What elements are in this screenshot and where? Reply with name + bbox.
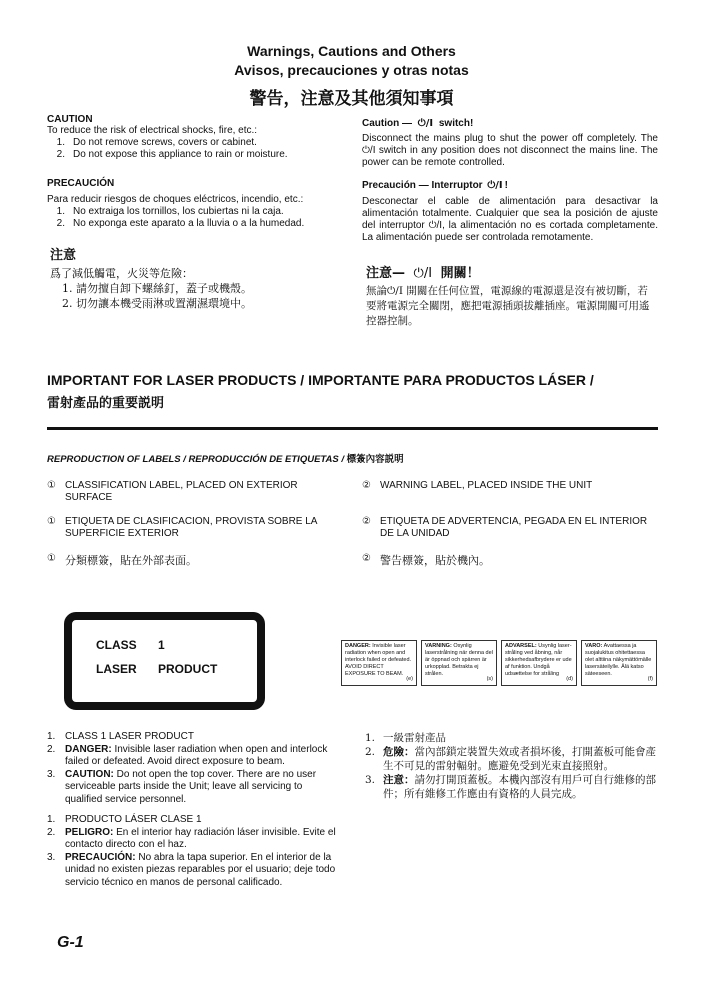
item-text: PRODUCTO LÁSER CLASE 1 bbox=[65, 814, 202, 825]
section-divider bbox=[47, 427, 658, 430]
circled-one-icon: ① bbox=[47, 553, 56, 564]
warn-box-tag: (d) bbox=[566, 676, 573, 682]
caution-switch-heading-pre: Caution — bbox=[362, 118, 412, 129]
item-bold: PRECAUCIÓN: bbox=[65, 851, 136, 863]
label1-es-text: ETIQUETA DE CLASIFICACION, PROVISTA SOBRE LA SUPERFICIE EXTERIOR bbox=[65, 516, 317, 539]
label1-en-text: CLASSIFICATION LABEL, PLACED ON EXTERIOR SURFACE bbox=[65, 480, 298, 503]
label1-cn bbox=[47, 553, 342, 568]
item-number: 3. bbox=[47, 768, 56, 780]
power-switch-icon: ⏻/I bbox=[487, 180, 503, 191]
item-number: 2. bbox=[365, 746, 376, 758]
precaucion-switch-heading-pre: Precaución — Interruptor bbox=[362, 180, 483, 191]
warn-box-tag: (e) bbox=[406, 676, 413, 682]
item-text: 請勿打開頂蓋板。本機內部沒有用戶可自行維修的部件；所有維修工作應由有資格的人員完成。 bbox=[383, 774, 656, 800]
laser-product-text bbox=[96, 662, 217, 676]
item-bold: PELIGRO: bbox=[65, 826, 114, 838]
caution-section-en: CAUTION To reduce the risk of electrical shocks, fire, etc.: 1. Do not remove screws, covers or cabinet. 2. Do not expose this appliance to rain or moisture. bbox=[47, 114, 337, 161]
item-number: 2. bbox=[47, 826, 56, 838]
warning-box-danish bbox=[501, 640, 577, 686]
label2-cn bbox=[362, 553, 652, 568]
list-item bbox=[47, 769, 342, 807]
warn-box-tag: (s) bbox=[486, 676, 493, 682]
title-spanish: Avisos, precauciones y otras notas bbox=[234, 62, 469, 78]
warn-box-text: Usynlig laser-stråling ved åbning, når sikkerhedsafbrydere er ude af funktion. Undgå udsættelse for stråling bbox=[505, 643, 572, 677]
item-text: Do not open the top cover. There are no user serviceable parts inside the Unit; leave all servicing to qualified service personnel. bbox=[65, 768, 317, 805]
list-item bbox=[47, 852, 342, 890]
item-text: 當內部鎖定裝置失效或者損坏後，打開蓋板可能會產生不可見的雷射輻射。應避免受到光束直接照射。 bbox=[383, 746, 656, 772]
cn-switch-body: 無論⏻/I 開關在任何位置，電源線的電源還是沒有被切斷，若要將電源完全關閉，應把電源插頭拔離插座。電源開關可用遙控器控制。 bbox=[366, 285, 650, 327]
item-text: No abra la tapa superior. En el interior de la unidad no existen piezas reparables por el usuario; deje todo servicio técnico en manos de personal calificado. bbox=[65, 851, 336, 888]
item-number: 1. bbox=[47, 731, 56, 742]
warning-labels bbox=[341, 640, 657, 686]
warning-box-finnish bbox=[581, 640, 657, 686]
class1-laser-label bbox=[64, 612, 265, 710]
reproduction-label-cn: 標簽內容説明 bbox=[346, 454, 404, 465]
power-switch-icon: ⏻/I bbox=[417, 118, 434, 129]
list-item bbox=[47, 731, 342, 744]
warning-box-english bbox=[341, 640, 417, 686]
label1-en bbox=[47, 480, 342, 504]
title-chinese: 警告，注意及其他須知事項 bbox=[249, 89, 454, 109]
caution-section-es: PRECAUCIÓN Para reducir riesgos de choques eléctricos, incendio, etc.: 1. No extraiga los tornillos, los cubiertas ni la caja. 2. No exponga este aparato a la lluvia o a la humedad. bbox=[47, 178, 337, 230]
circled-two-icon: ② bbox=[362, 480, 371, 491]
item-number: 3. bbox=[365, 774, 376, 786]
list-item bbox=[47, 814, 342, 827]
item-bold: CAUTION: bbox=[65, 768, 114, 780]
precaucion-switch-es bbox=[362, 180, 658, 244]
caution-section-cn bbox=[50, 244, 340, 311]
circled-two-icon: ② bbox=[362, 516, 371, 527]
list-item bbox=[365, 745, 657, 773]
warn-box-tag: (f) bbox=[647, 676, 653, 682]
item-text: En el interior hay radiación láser invisible. Evite el contacto directo con el haz. bbox=[65, 826, 336, 850]
label1-es bbox=[47, 516, 342, 540]
warning-box-swedish bbox=[421, 640, 497, 686]
reproduction-label: REPRODUCTION OF LABELS / REPRODUCCIÓN DE ETIQUETAS / bbox=[47, 454, 344, 465]
list-item bbox=[47, 827, 342, 852]
caution-switch-en bbox=[362, 118, 658, 169]
warn-box-text: Avattaessa ja suojalukitus ohitettaessa olet alttiina näkymättömälle lasersäteilylle. Älä katso säteeseen. bbox=[585, 643, 652, 677]
circled-two-icon: ② bbox=[362, 553, 371, 564]
caution-item-1: Do not remove screws, covers or cabinet. bbox=[73, 137, 257, 148]
class-word: CLASS bbox=[96, 638, 137, 652]
circled-one-icon: ① bbox=[47, 516, 56, 527]
caution-switch-cn bbox=[366, 262, 658, 329]
warn-box-bold: VARO: bbox=[585, 643, 603, 649]
caution-intro: To reduce the risk of electrical shocks, fire, etc.: bbox=[47, 125, 258, 136]
circled-one-icon: ① bbox=[47, 480, 56, 491]
cn-switch-heading-post: 開關！ bbox=[440, 266, 480, 281]
item-text: Invisible laser radiation when open and interlock failed or defeated. Avoid direct exposure to beam. bbox=[65, 743, 328, 767]
label1-cn-text: 分類標簽，貼在外部表面。 bbox=[65, 554, 197, 567]
item-number: 1. bbox=[365, 732, 376, 744]
label2-en-text: WARNING LABEL, PLACED INSIDE THE UNIT bbox=[380, 480, 593, 491]
label2-es-text: ETIQUETA DE ADVERTENCIA, PEGADA EN EL INTERIOR DE LA UNIDAD bbox=[380, 516, 648, 539]
label2-es bbox=[362, 516, 652, 540]
laser-heading: IMPORTANT FOR LASER PRODUCTS / IMPORTANTE PARA PRODUCTOS LÁSER / bbox=[47, 372, 594, 388]
page-number: G-1 bbox=[57, 934, 84, 951]
item-number: 2. bbox=[47, 743, 56, 755]
warn-box-bold: VARNING: bbox=[425, 643, 452, 649]
item-bold: 注意： bbox=[383, 774, 415, 786]
label2-cn-text: 警告標簽，貼於機內。 bbox=[380, 554, 490, 567]
precaucion-switch-body: Desconectar el cable de alimentación para desactivar la alimentación totalmente. Cualquier que sea la posición de ajuste del interruptor ⏻/I, la alimentación no es cortada completamente. La alimentación puede ser controlada remotamente. bbox=[362, 196, 658, 243]
caution-heading: CAUTION bbox=[47, 114, 93, 125]
caution-switch-body: Disconnect the mains plug to shut the power off completely. The ⏻/I switch in any position does not disconnect the mains line. The power can be remote controlled. bbox=[362, 133, 658, 168]
class-number: 1 bbox=[158, 638, 165, 652]
caution-switch-heading-post: switch! bbox=[438, 118, 474, 129]
product-word: PRODUCT bbox=[158, 662, 218, 676]
warn-box-bold: ADVARSEL: bbox=[505, 643, 537, 649]
cn-caution-item-2: 2. 切勿讓本機受雨淋或置潮濕環境中。 bbox=[62, 297, 252, 310]
item-bold: 危險： bbox=[383, 746, 415, 758]
class-text bbox=[96, 638, 165, 652]
precaucion-switch-heading-post: ! bbox=[504, 180, 508, 191]
item-text: 一級雷射產品 bbox=[383, 732, 446, 744]
warn-box-bold: DANGER: bbox=[345, 643, 371, 649]
list-item bbox=[47, 744, 342, 769]
cn-caution-item-1: 1. 請勿擅自卸下螺絲釘，蓋子或機殼。 bbox=[62, 282, 252, 295]
label2-en bbox=[362, 480, 652, 492]
precaucion-intro: Para reducir riesgos de choques eléctricos, incendio, etc.: bbox=[47, 194, 304, 205]
warn-box-text: Osynlig laserstrålning när denna del är öppnad och spärren är urkopplad. Betrakta ej strålen. bbox=[425, 643, 493, 677]
cn-caution-intro: 爲了減低觸電，火災等危險： bbox=[50, 267, 193, 280]
precaucion-item-2: No exponga este aparato a la lluvia o a la humedad. bbox=[73, 218, 305, 229]
cn-switch-heading-pre: 注意— bbox=[366, 266, 406, 281]
reproduction-heading bbox=[47, 451, 404, 465]
laser-heading-cn: 雷射產品的重要説明 bbox=[47, 396, 165, 411]
laser-word: LASER bbox=[96, 662, 137, 676]
warn-box-text: Invisible laser radiation when open and interlock failed or defeated. AVOID DIRECT EXPOSURE TO BEAM. bbox=[345, 643, 412, 677]
item-number: 1. bbox=[47, 814, 56, 825]
precaucion-heading: PRECAUCIÓN bbox=[47, 178, 115, 189]
notes-chinese bbox=[365, 731, 657, 801]
precaucion-item-1: No extraiga los tornillos, los cubiertas ni la caja. bbox=[73, 206, 284, 217]
title-english: Warnings, Cautions and Others bbox=[247, 43, 456, 59]
item-number: 3. bbox=[47, 851, 56, 863]
list-item bbox=[365, 773, 657, 801]
list-item bbox=[365, 731, 657, 745]
item-text: CLASS 1 LASER PRODUCT bbox=[65, 731, 194, 742]
cn-caution-heading: 注意 bbox=[50, 248, 77, 263]
item-bold: DANGER: bbox=[65, 743, 112, 755]
power-switch-icon: ⏻/I bbox=[413, 266, 433, 281]
notes-english bbox=[47, 731, 342, 806]
caution-item-2: Do not expose this appliance to rain or moisture. bbox=[73, 149, 288, 160]
notes-spanish bbox=[47, 814, 342, 889]
